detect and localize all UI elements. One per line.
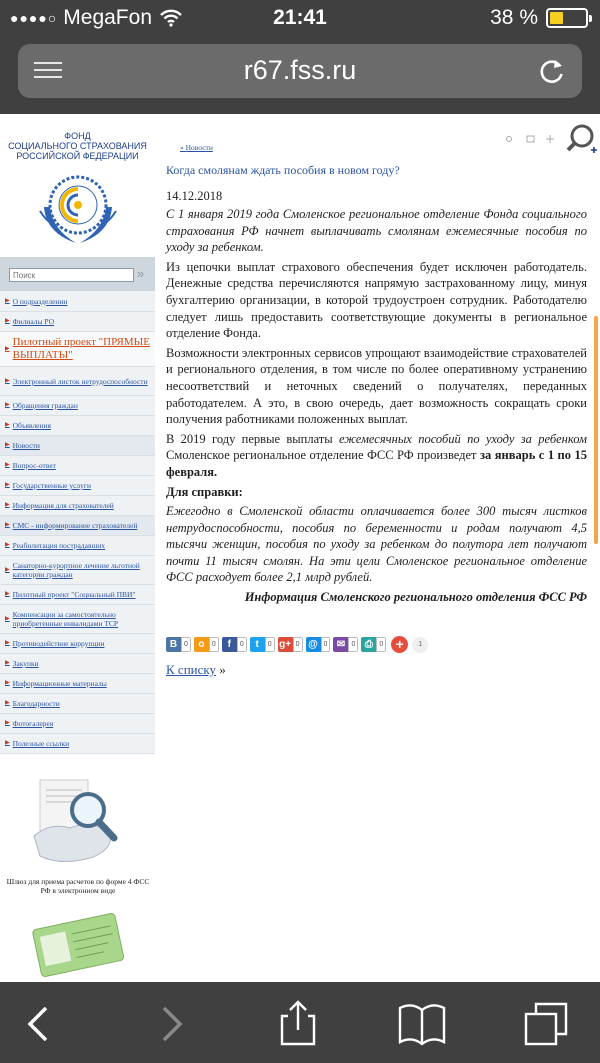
battery-percent: 38 % [490,6,538,29]
breadcrumb-news-link[interactable]: Новости [185,143,213,152]
menu-arrow-icon: ▶ [5,462,10,468]
sidebar-menu-label[interactable]: Объявления [12,421,51,430]
sidebar [0,114,155,982]
article-lead: С 1 января 2019 года Смоленское региональное отделение Фонда социального страхования РФ начнет выплачивать смолянам ежемесячные пособия по уходу за ребенком. [166,207,587,255]
share-button[interactable] [250,637,275,652]
text-span: Смоленское региональное отделение ФСС РФ произведет [166,448,481,463]
social-share-bar [166,636,428,653]
sidebar-menu-item[interactable] [0,634,155,654]
menu-arrow-icon: ▶ [5,297,10,304]
share-service-icon[interactable]: t [250,637,265,652]
sidebar-menu-item[interactable] [0,536,155,556]
sidebar-menu-label[interactable]: Реабилитация пострадавших [12,541,106,550]
share-count: 0 [237,637,247,652]
share-button[interactable] [166,637,191,652]
sidebar-menu-label[interactable]: Электронный листок нетрудоспособности [12,376,148,386]
share-count: 0 [293,637,303,652]
menu-arrow-icon: ▶ [5,522,10,528]
sidebar-menu-label[interactable]: Пилотный проект "ПРЯМЫЕ ВЫПЛАТЫ" [12,336,150,361]
article-body [166,206,587,609]
sidebar-menu-label[interactable]: Пилотный проект "Социальный ПВИ" [12,590,136,599]
menu-arrow-icon: ▶ [5,566,10,573]
battery-fill [550,12,563,24]
status-bar [0,0,600,36]
text-span: за январь с 1 по 15 февраля. [166,448,587,479]
menu-arrow-icon: ▶ [5,422,10,428]
share-count: 0 [321,637,331,652]
sidebar-menu-item[interactable] [0,556,155,585]
sidebar-menu-item[interactable] [0,476,155,496]
sidebar-menu-item[interactable] [0,367,155,396]
sidebar-menu-label[interactable]: Информационные материалы [12,679,107,688]
share-service-icon[interactable]: ✉ [333,637,348,652]
org-title [5,131,150,161]
share-service-icon[interactable]: @ [306,637,321,652]
web-page [0,114,600,982]
menu-arrow-icon: ▶ [5,740,10,746]
share-count: 0 [376,637,386,652]
sidebar-menu-item[interactable] [0,516,155,536]
sidebar-menu-label[interactable]: Закупки [12,659,39,668]
forward-arrow-icon[interactable] [140,994,200,1054]
text-span: В 2019 году первые выплаты [166,431,340,446]
sidebar-menu-item[interactable] [0,654,155,674]
article-paragraph: Возможности электронных сервисов упрощают взаимодействие страхователей и регионального отделения, в том числе по более оперативному устранению несоответствий и неточных сведений о получателях, переданных работодателем. А это, в свою очередь, дает возможность сокращать сроки получения работниками положенных выплат. [166,345,587,427]
sidebar-menu-label[interactable]: Полезные ссылки [12,739,70,748]
fss-emblem-icon[interactable] [36,163,120,247]
sidebar-menu-label[interactable]: Вопрос-ответ [12,461,56,470]
article-paragraph: Из цепочки выплат страхового обеспечения будет исключен работодатель. Денежные средства перечисляются напрямую застрахованному лицу, минуя бухгалтерию организации, в которой трудоустроен сотрудник. Работодателю следует лишь предоставить соответствующие документы в региональное отделение Фонда. [166,259,587,341]
share-service-icon[interactable]: ⎙ [361,637,376,652]
share-button[interactable] [222,637,247,652]
share-more-button[interactable]: + [391,636,408,653]
reference-text: Ежегодно в Смоленской области оплачивается более 300 тысяч листков нетрудоспособности, пособия по беременности и родам получают 4,5 тысячи женщин, пособия по уходу за ребенком до полутора лет получают почти 11 тысяч смолян. На эти цели Смоленское региональное отделение ФСС расходует более 2,1 млрд рублей. [166,504,587,585]
browser-chrome [0,36,600,114]
sidebar-menu-item[interactable] [0,396,155,416]
sidebar-menu-item[interactable] [0,456,155,476]
share-button[interactable] [306,637,331,652]
share-service-icon[interactable]: f [222,637,237,652]
org-title-line: РОССИЙСКОЙ ФЕДЕРАЦИИ [16,151,139,161]
share-count: 0 [209,637,219,652]
back-link-label[interactable]: К списку [166,662,217,677]
share-button[interactable] [333,637,358,652]
sidebar-menu-item[interactable] [0,734,155,754]
scrollbar-thumb[interactable] [594,316,598,544]
article-signature: Информация Смоленского регионального отделения ФСС РФ [244,590,587,605]
clock: 21:41 [273,6,327,29]
share-service-icon[interactable]: g+ [279,639,292,650]
sidebar-menu-item[interactable] [0,332,155,367]
sidebar-menu-item[interactable] [0,436,155,456]
sidebar-menu-label[interactable]: Санаторно-курортное лечение льготной категории граждан [12,561,140,579]
sidebar-menu-label[interactable]: Компенсация за самостоятельно приобретенные инвалидами ТСР [12,610,119,628]
share-count: 0 [265,637,275,652]
menu-arrow-icon: ▶ [5,680,10,686]
article-title: Когда смолянам ждать пособия в новом году? [166,163,400,177]
menu-arrow-icon: ▶ [5,377,10,384]
sidebar-menu-label[interactable]: Информация для страхователей [12,501,114,510]
sidebar-menu [0,291,155,754]
menu-arrow-icon: ▶ [5,402,10,408]
tool-print-icon[interactable] [527,136,534,142]
share-button[interactable] [194,637,219,652]
sidebar-menu-item[interactable] [0,416,155,436]
sidebar-menu-item[interactable] [0,694,155,714]
sidebar-menu-item[interactable] [0,605,155,634]
address-bar[interactable] [18,44,582,98]
sidebar-menu-label[interactable]: Противодействие коррупции [12,639,105,648]
article-paragraph [166,431,587,481]
sidebar-menu-item[interactable] [0,312,155,332]
menu-arrow-icon: ▶ [5,591,10,597]
menu-arrow-icon: ▶ [5,318,10,324]
menu-arrow-icon: ▶ [5,482,10,488]
tabs-icon[interactable] [516,994,576,1054]
menu-arrow-icon: ▶ [5,345,10,352]
search-submit-button[interactable]: » [137,266,145,281]
org-title-line: ФОНД [64,131,91,141]
bookmarks-icon[interactable] [392,994,452,1054]
share-total-count: 1 [412,637,428,653]
sidebar-menu-item[interactable] [0,714,155,734]
menu-arrow-icon: ▶ [5,502,10,508]
sidebar-menu-item[interactable] [0,496,155,516]
url-domain[interactable]: r67.fss.ru [243,55,357,85]
tool-share-icon[interactable] [546,135,554,143]
sidebar-menu-label[interactable]: Государственные услуги [12,481,92,490]
back-arrow-icon[interactable] [10,994,70,1054]
org-title-line: СОЦИАЛЬНОГО СТРАХОВАНИЯ [8,141,147,151]
share-button[interactable] [361,637,386,652]
share-count: 0 [181,637,191,652]
menu-arrow-icon: ▶ [5,700,10,706]
text-span: ежемесячных пособий по уходу за ребенком [339,431,587,446]
sidebar-menu-label[interactable]: Новости [12,441,40,450]
sidebar-menu-label[interactable]: Обращения граждан [12,401,78,410]
share-service-icon[interactable]: о [194,637,209,652]
reference-title: Для справки: [166,484,243,499]
carrier-label: MegaFon [63,6,152,29]
promo-banner-map-icon[interactable] [30,776,126,874]
promo-banner-card-icon[interactable] [32,909,124,979]
menu-arrow-icon: ▶ [5,720,10,726]
sidebar-menu-label[interactable]: СМС - информирование страхователей [12,521,138,530]
signal-icon: ●●●●○ [10,10,58,26]
menu-arrow-icon: ▶ [5,640,10,646]
browser-toolbar [0,982,600,1063]
sidebar-menu-label[interactable]: Филиалы РО [12,317,55,326]
sidebar-menu-label[interactable]: Фотогалерея [12,719,54,728]
tool-dot-icon[interactable] [507,137,512,142]
menu-arrow-icon: ▶ [5,442,10,448]
sidebar-menu-item[interactable] [0,674,155,694]
share-button[interactable] [278,637,303,652]
sidebar-menu-label[interactable]: Благодарности [12,699,60,708]
menu-arrow-icon: ▶ [5,660,10,666]
menu-arrow-icon: ▶ [5,542,10,548]
menu-arrow-icon: ▶ [5,615,10,622]
sidebar-menu-item[interactable] [0,585,155,605]
share-count: 0 [348,637,358,652]
article-date: 14.12.2018 [166,189,223,203]
reload-icon[interactable] [538,57,566,85]
sidebar-menu-label[interactable]: О подразделении [12,296,68,306]
back-link-arrow: » [216,662,226,677]
search-input[interactable] [9,268,134,282]
share-service-icon[interactable]: В [166,637,181,652]
promo-caption[interactable]: Шлюз для приема расчетов по форме 4 ФСС РФ в электронном виде [6,877,150,895]
breadcrumb[interactable]: » Новости [180,143,213,152]
share-icon[interactable] [268,994,328,1054]
back-to-list-link[interactable] [166,662,226,678]
battery-icon [546,8,588,28]
page-tools [500,122,600,162]
sidebar-menu-item[interactable] [0,291,155,312]
